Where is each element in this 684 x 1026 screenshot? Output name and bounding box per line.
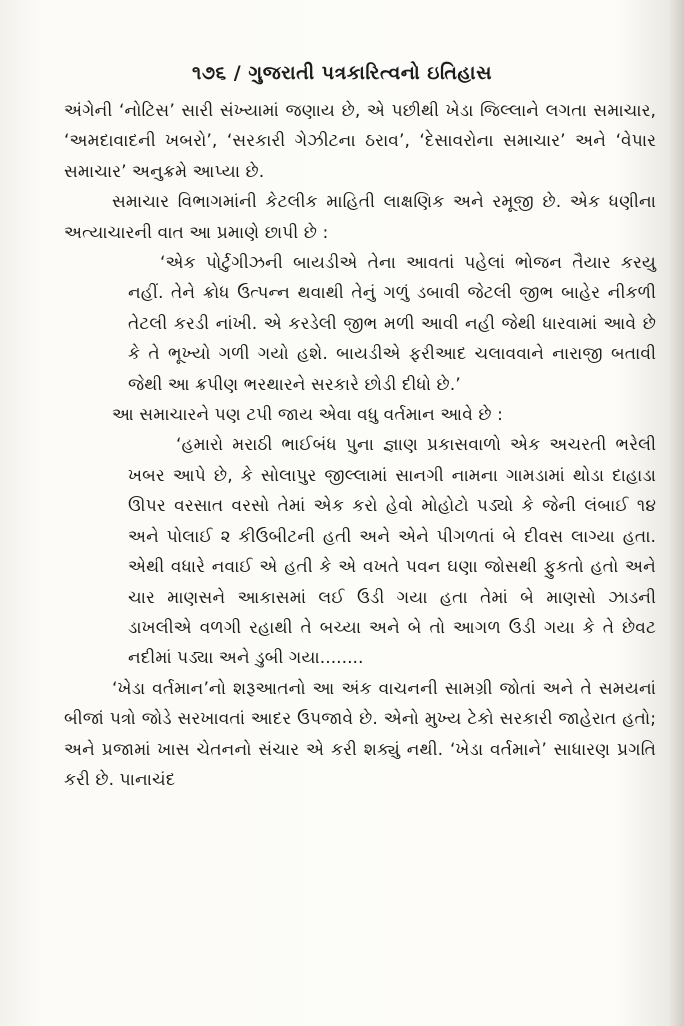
paragraph-1: અંગેની ‘નોટિસ’ સારી સંખ્યામાં જણાય છે, એ પછીથી ખેડા જિલ્લાને લગતા સમાચાર, ‘અમદાવાદની ખબરો’, ‘સરકારી ગેઝીટના ઠરાવ’, ‘દેસાવરોના સમાચાર’ અને ‘વેપાર સમાચાર’ અનુક્રમે આપ્યા છે. xyxy=(64,101,656,182)
paragraph-3: આ સમાચારને પણ ટપી જાય એવા વધુ વર્તમાન આવે છે : xyxy=(112,405,503,426)
page-spine-edge xyxy=(670,0,684,1026)
quote-block-2: ‘હમારો મરાઠી ભાઈબંધ પુના જ્ઞાણ પ્રકાસવાળો એક અચરતી ભરેલી ખબર આપે છે, કે સોલાપુર જીલ્લામાં સાનગી નામના ગામડામાં થોડા દાહાડા ઊપર વરસાત વરસો તેમાં એક કરો હેવો મોહોટો પડ્યો કે જેની લંબાઈ ૧૪ અને પોલાઈ ૨ કીઉબીટની હતી અને એને પીગળતાં બે દીવસ લાગ્યા હતા. એથી વધારે નવાઈ એ હતી કે એ વખતે પવન ઘણા જોસથી ફુકતો હતો અને ચાર માણસને આકાસમાં લઈ ઉડી ગયા હતા તેમાં બે માણસો ઝાડની ડાખલીએ વળગી રહાથી તે બચ્યા અને બે તો આગળ ઉડી ગયા કે તે છેવટ નદીમાં પડ્યા અને ડુબી ગયા........ xyxy=(128,435,656,669)
page-header: ૧૭૬ / ગુજરાતી પત્રકારિત્વનો ઇતિહાસ xyxy=(192,62,492,84)
paragraph-2: સમાચાર વિભાગમાંની કેટલીક માહિતી લાક્ષણિક અને રમૂજી છે. એક ધણીના અત્યાચારની વાત આ પ્રમાણે છાપી છે : xyxy=(64,192,656,243)
quote-block-1: ‘એક પોર્ટુગીઝની બાયડીએ તેના આવતાં પહેલાં ભોજન તૈયાર કરયુ નહીં. તેને ક્રોધ ઉત્પન્ન થવાથી તેનું ગળું ડબાવી જેટલી જીભ બાહેર નીકળી તેટલી કરડી નાંખી. એ કરડેલી જીભ મળી આવી નહી જેથી ધારવામાં આવે છે કે તે ભૂખ્યો ગળી ગયો હશે. બાયડીએ ફરીઆદ ચલાવવાને નારાજી બતાવી જેથી આ ક્રપીણ ભરથારને સરકારે છોડી દીધો છે.’ xyxy=(128,253,656,395)
page-body xyxy=(64,96,656,795)
paragraph-4: ‘ખેડા વર્તમાન’નો શરૂઆતનો આ અંક વાચનની સામગ્રી જોતાં અને તે સમયનાં બીજાં પત્રો જોડે સરખાવતાં આદર ઉપજાવે છે. એનો મુખ્ય ટેકો સરકારી જાહેરાત હતો; અને પ્રજામાં ખાસ ચેતનનો સંચાર એ કરી શક્યું નથી. ‘ખેડા વર્તમાને’ સાધારણ પ્રગતિ કરી છે. પાનાચંદ xyxy=(64,678,656,790)
